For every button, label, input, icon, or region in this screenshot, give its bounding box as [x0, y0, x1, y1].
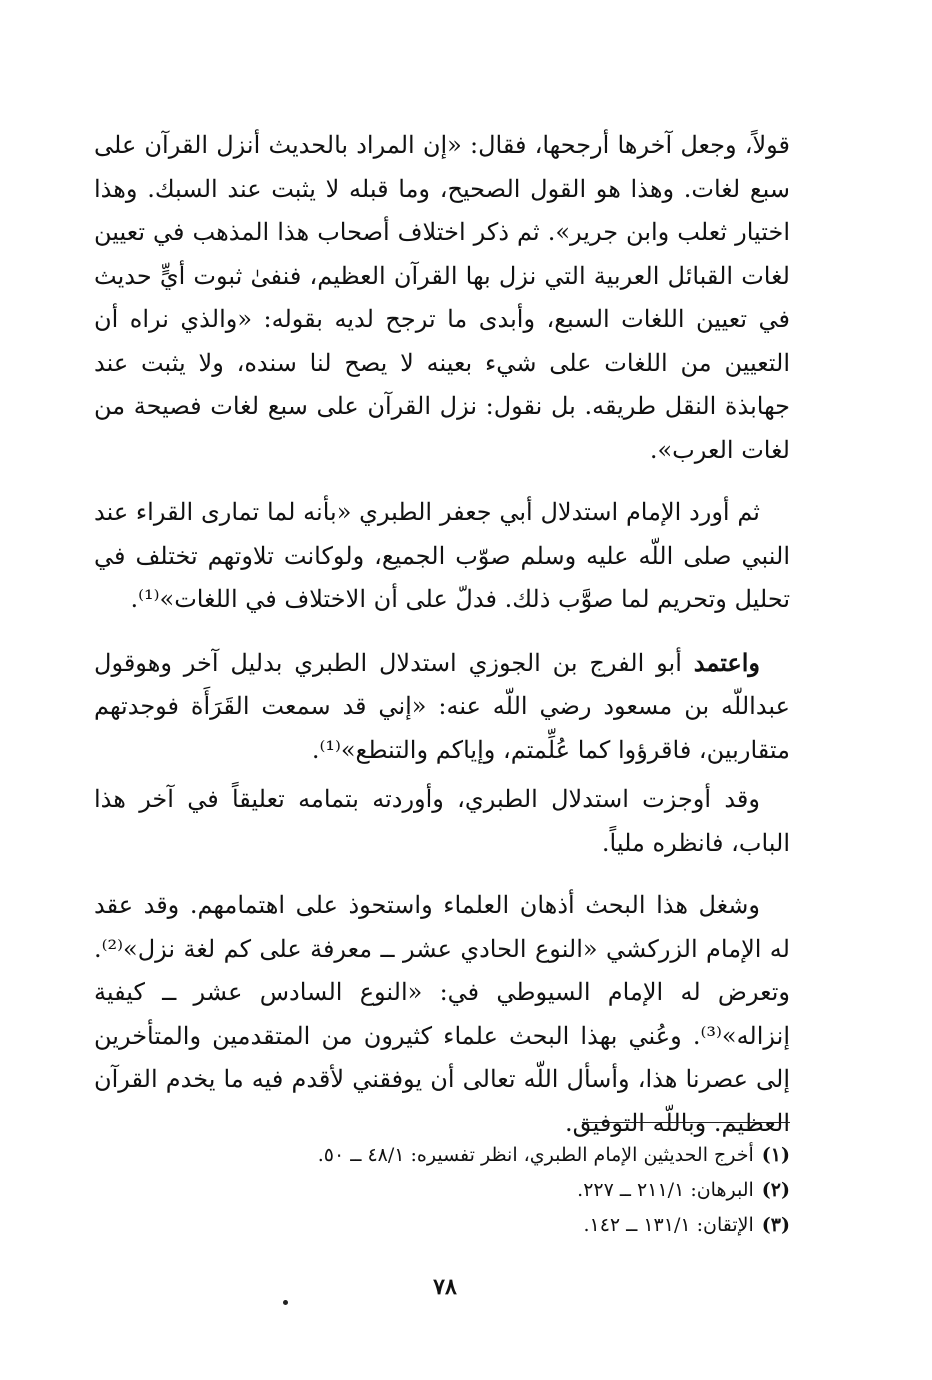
footnote-2-text: البرهان: ٢١١/١ ــ ٢٢٧.: [577, 1179, 754, 1201]
paragraph-2-text: ثم أورد الإمام استدلال أبي جعفر الطبري «بأنه لما تمارى القراء عند النبي صلى اللّه عليه وسلم صوّب الجميع، ولوكانت تلاوتهم تختلف في تحليل وتحريم لما صوَّب ذلك. فدلّ على أن الاختلاف في اللغات»⁽¹⁾.: [94, 498, 790, 613]
paragraph-5: [94, 884, 790, 1145]
footnotes: [280, 1138, 790, 1243]
main-text: [94, 124, 790, 1145]
paragraph-1-text: قولاً، وجعل آخرها أرجحها، فقال: «إن المراد بالحديث أنزل القرآن على سبع لغات. وهذا هو القول الصحيح، وما قبله لا يثبت عند السبك. وهذا اختيار ثعلب وابن جرير». ثم ذكر اختلاف أصحاب هذا المذهب في تعيين لغات القبائل العربية التي نزل بها القرآن العظيم، فنفىٰ ثبوت أيٍّ حديث في تعيين اللغات السبع، وأبدى ما ترجح لديه بقوله: «والذي نراه أن التعيين من اللغات على شيء بعينه لا يصح لنا سنده، ولا يثبت عند جهابذة النقل طريقه. بل نقول: نزل القرآن على سبع لغات فصيحة من لغات العرب».: [94, 131, 790, 464]
paragraph-5-text: وشغل هذا البحث أذهان العلماء واستحوذ على اهتمامهم. وقد عقد له الإمام الزركشي «النوع الحادي عشر ــ معرفة على كم لغة نزل»⁽²⁾. وتعرض له الإمام السيوطي في: «النوع السادس عشر ــ كيفية إنزاله»⁽³⁾. وعُني بهذا البحث علماء كثيرون من المتقدمين والمتأخرين إلى عصرنا هذا، وأسأل اللّه تعالى أن يوفقني لأقدم فيه ما يخدم القرآن العظيم. وباللّه التوفيق.: [94, 891, 790, 1137]
footnote-3-text: الإتقان: ١٣١/١ ــ ١٤٢.: [583, 1214, 754, 1236]
paragraph-2: [94, 491, 790, 622]
paragraph-3-text: أبو الفرج بن الجوزي استدلال الطبري بدليل آخر وهوقول عبداللّه بن مسعود رضي اللّه عنه: «إني قد سمعت القَرَأَة فوجدتهم متقاربين، فاقرؤوا كما عُلِّمتم، وإياكم والتنطع»⁽¹⁾.: [94, 648, 790, 764]
paragraph-4-text: وقد أوجزت استدلال الطبري، وأوردته بتمامه تعليقاً في آخر هذا الباب، فانظره ملياً.: [94, 785, 790, 857]
footnote-2-number: (٢): [761, 1179, 790, 1201]
footnote-1-text: أخرج الحديثين الإمام الطبري، انظر تفسيره: ٤٨/١ ــ ٥٠.: [317, 1144, 754, 1166]
print-speck: [283, 1300, 288, 1305]
footnote-1-number: (١): [761, 1144, 790, 1166]
footnote-1: [280, 1138, 790, 1173]
page-number: ٧٨: [433, 1274, 457, 1300]
footnote-3: [280, 1208, 790, 1243]
paragraph-3: [94, 641, 790, 773]
footnote-2: [280, 1173, 790, 1208]
paragraph-1: [94, 124, 790, 472]
footnote-separator: [582, 1122, 790, 1123]
paragraph-4: [94, 778, 790, 865]
paragraph-3-lead: واعتمد: [693, 647, 761, 677]
footnote-3-number: (٣): [761, 1214, 790, 1236]
